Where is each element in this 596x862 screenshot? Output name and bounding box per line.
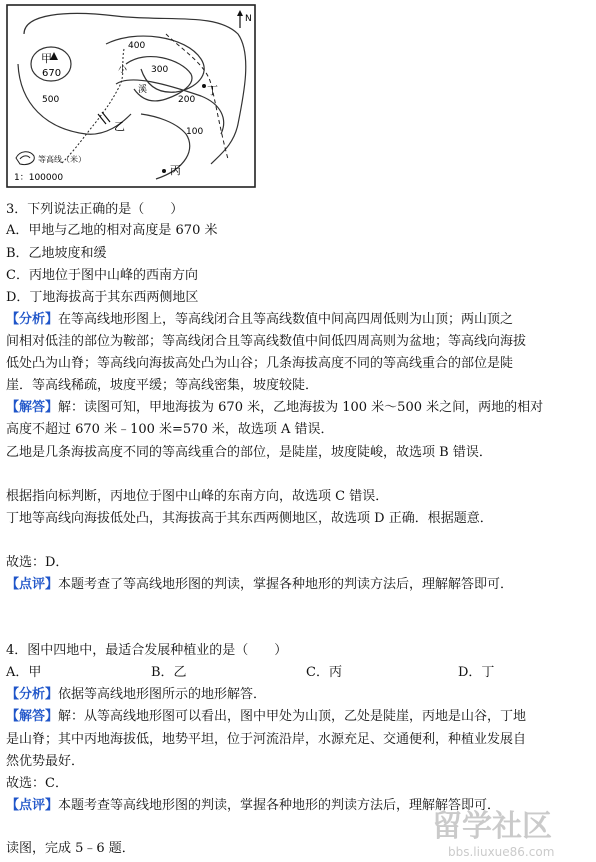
q3-answer-text-1: 解：读图可知，甲地海拔为 670 米，乙地海拔为 100 米～500 米之间，两地的相对 <box>58 400 544 415</box>
label-peak-value: 670 <box>42 68 62 79</box>
q4-answer-text-1: 解：从等高线地形图可以看出，图中甲处为山顶，乙处是陡崖，丙地是山谷，丁地 <box>58 709 527 724</box>
q4-option-a: A．甲 <box>6 665 42 680</box>
label-contour-500: 500 <box>42 95 60 105</box>
q3-option-d: D．丁地海拔高于其东西两侧地区 <box>6 290 199 305</box>
q4-analysis-tag: 【分析】 <box>6 687 59 702</box>
q3-comment <box>6 576 513 593</box>
q4-stem: 4．图中四地中，最适合发展种植业的是（ ） <box>6 643 288 658</box>
watermark-title: 留学社区 <box>432 809 552 844</box>
next-instruction: 读图，完成 5﹣6 题． <box>6 841 135 856</box>
label-river-1: 小 <box>118 65 128 75</box>
q3-analysis-line-1 <box>6 311 513 328</box>
q4-answer-choice: 故选：C． <box>6 776 68 791</box>
q4-option-c: C．丙 <box>306 665 342 680</box>
q3-analysis-line-2: 间相对低洼的部位为鞍部；等高线闭合且等高线数值中间低四周高则为盆地；等高线向海拔 <box>6 334 527 349</box>
q3-answer-line-2: 高度不超过 670 米﹣100 米=570 米，故选项 A 错误． <box>6 422 334 437</box>
label-contour-300: 300 <box>151 65 169 75</box>
q4-option-b: B．乙 <box>151 665 187 680</box>
point-bing <box>162 169 166 173</box>
q4-analysis <box>6 686 266 703</box>
q3-answer-line-4: 根据指向标判断，丙地位于图中山峰的东南方向，故选项 C 错误． <box>6 489 389 504</box>
watermark-url: bbs.liuxue86.com <box>448 845 555 859</box>
map-scale: 1：100000 <box>14 173 64 183</box>
q3-comment-tag: 【点评】 <box>6 577 59 592</box>
q4-comment-tag: 【点评】 <box>6 798 59 813</box>
label-contour-400: 400 <box>128 41 146 51</box>
q3-answer-choice: 故选：D． <box>6 555 69 570</box>
q4-option-d: D．丁 <box>458 665 495 680</box>
q3-analysis-text-1: 在等高线地形图上，等高线闭合且等高线数值中间高四周低则为山顶；两山顶之 <box>58 312 514 327</box>
q3-option-b: B．乙地坡度和缓 <box>6 246 107 261</box>
q4-comment-text: 本题考查等高线地形图的判读，掌握各种地形的判读方法后，理解解答即可． <box>58 798 501 813</box>
label-bing: 丙 <box>170 164 181 177</box>
site-watermark <box>422 802 592 862</box>
q3-comment-text: 本题考查了等高线地形图的判读，掌握各种地形的判读方法后，理解解答即可． <box>58 577 514 592</box>
point-ding <box>202 84 206 88</box>
q3-analysis-line-4: 崖．等高线稀疏，坡度平缓；等高线密集，坡度较陡． <box>6 378 319 393</box>
q4-options <box>6 664 566 682</box>
map-north-label: N <box>245 14 252 24</box>
q3-answer-line-3: 乙地是几条海拔高度不同的等高线重合的部位，是陡崖，坡度陡峻，故选项 B 错误． <box>6 445 492 460</box>
q4-answer-line-2: 是山脊；其中丙地海拔低，地势平坦，位于河流沿岸，水源充足、交通便利，种植业发展自 <box>6 732 527 747</box>
label-contour-100: 100 <box>186 127 204 137</box>
label-jia: 甲 <box>41 52 52 65</box>
q3-option-c: C．丙地位于图中山峰的西南方向 <box>6 268 198 283</box>
q3-answer-line-5: 丁地等高线向海拔低处凸，其海拔高于其东西两侧地区，故选项 D 正确．根据题意． <box>6 511 493 526</box>
contour-map <box>6 4 256 188</box>
q3-answer-line-1 <box>6 399 543 416</box>
q3-answer-tag: 【解答】 <box>6 400 59 415</box>
q3-analysis-line-3: 低处凸为山脊；等高线向海拔高处凸为山谷；几条海拔高度不同的等高线重合的部位是陡 <box>6 356 514 371</box>
q3-option-a: A．甲地与乙地的相对高度是 670 米 <box>6 223 218 238</box>
label-yi: 乙 <box>114 120 125 133</box>
q4-answer-tag: 【解答】 <box>6 709 59 724</box>
q4-answer-line-1 <box>6 708 526 725</box>
label-river-2: 溪 <box>138 85 148 95</box>
label-contour-200: 200 <box>178 95 196 105</box>
q4-answer-line-3: 然优势最好． <box>6 754 85 769</box>
q4-analysis-text: 依据等高线地形图所示的地形解答． <box>58 687 267 702</box>
q3-stem: 3．下列说法正确的是（ ） <box>6 202 184 217</box>
label-ding: 丁 <box>207 84 218 97</box>
q3-analysis-tag: 【分析】 <box>6 312 59 327</box>
legend-label: 等高线（米） <box>38 155 86 164</box>
